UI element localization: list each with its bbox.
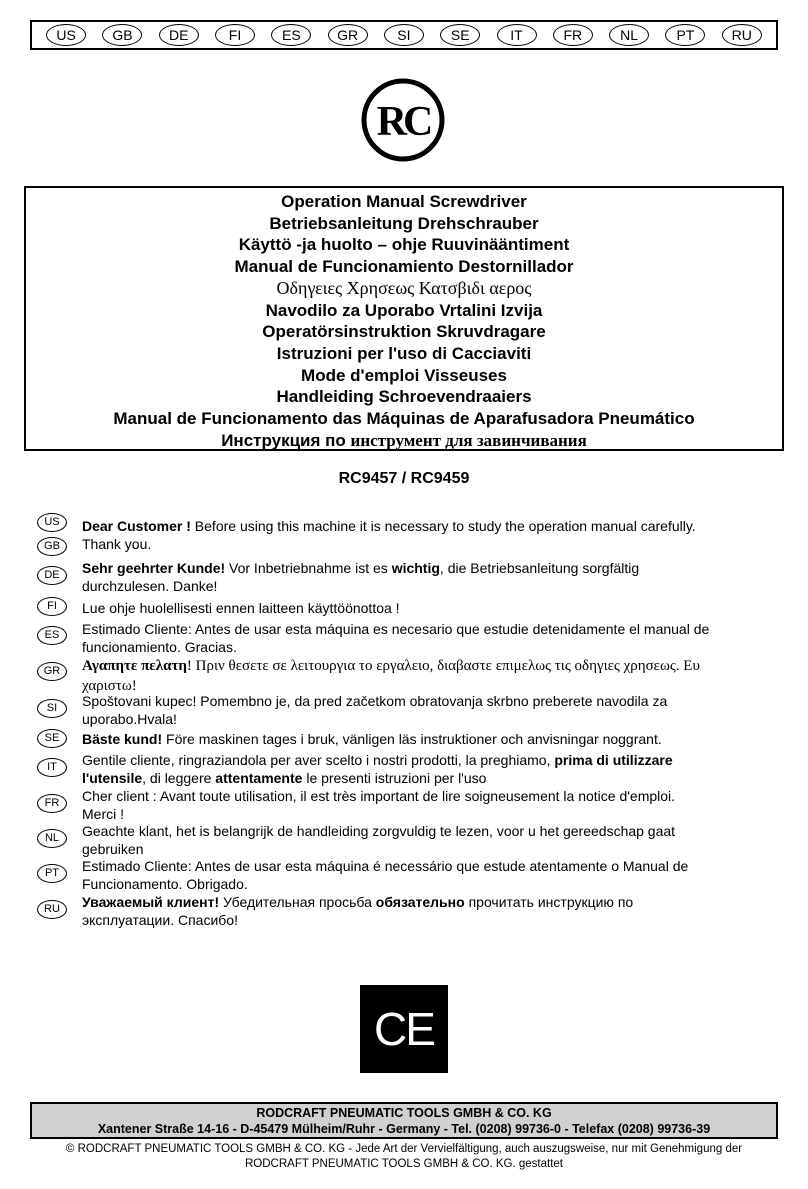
message-fr — [82, 787, 782, 823]
message-de-bold: Sehr geehrter Kunde! — [82, 560, 226, 576]
message-it-bold2: l'utensile — [82, 770, 143, 786]
title-si: Navodilo za Uporabo Vrtalini Izvija — [265, 300, 543, 320]
lang-es: ES — [271, 24, 311, 46]
message-fr-text: Cher client : Avant toute utilisation, il est très important de lire soigneusement la notice d'emploi. — [82, 788, 676, 804]
lang-fr: FR — [553, 24, 593, 46]
lang-it: IT — [497, 24, 537, 46]
title-ru-a: Инструкция по — [221, 430, 346, 450]
badge-us: US — [37, 513, 67, 532]
message-ru-text: Убедительная просьба — [219, 894, 376, 910]
message-it-text2: , di leggere — [142, 770, 216, 786]
title-fi: Käyttö -ja huolto – ohje Ruuvinääntiment — [238, 235, 570, 255]
rc-logo-icon — [361, 78, 445, 162]
message-ru — [82, 893, 782, 929]
lang-nl: NL — [609, 24, 649, 46]
message-es — [82, 620, 782, 656]
title-us: Operation Manual Screwdriver — [281, 192, 527, 211]
badge-fr: FR — [37, 794, 67, 813]
badge-ru: RU — [37, 900, 67, 919]
lang-se: SE — [440, 24, 480, 46]
title-gr: Οδηγειες Χρησεως Κατσβιδι αερος — [276, 277, 532, 298]
badge-es: ES — [37, 626, 67, 645]
badge-de: DE — [37, 566, 67, 585]
model-number: RC9457 / RC9459 — [338, 470, 470, 487]
message-us-text: Before using this machine it is necessary to study the operation manual carefully. — [190, 518, 696, 534]
message-si-text2: uporabo.Hvala! — [82, 711, 177, 727]
message-it-bold3: attentamente — [215, 770, 303, 786]
badge-it: IT — [37, 758, 67, 777]
message-de-text: Vor Inbetriebnahme ist es — [225, 560, 392, 576]
message-ru-text3: эксплуатации. Спасибо! — [82, 912, 238, 928]
lang-gr: GR — [328, 24, 368, 46]
message-fi-text: Lue ohje huolellisesti ennen laitteen käyttöönottoa ! — [82, 600, 400, 616]
lang-us: US — [46, 24, 86, 46]
title-de: Betriebsanleitung Drehschrauber — [269, 213, 539, 233]
message-si-text: Spoštovani kupec! Pomembno je, da pred začetkom obratovanja skrbno preberete navodila za — [82, 693, 668, 709]
title-fr: Mode d'emploi Visseuses — [301, 365, 507, 385]
svg-text:CE: CE — [374, 1003, 434, 1055]
message-es-text2: funcionamiento. Gracias. — [82, 639, 237, 655]
message-ru-bold2: обязательно — [375, 894, 465, 910]
company-address: Xantener Straße 14-16 - D-45479 Mülheim/Ruhr - Germany - Tel. (0208) 99736-0 - Telefax (0208) 99736-39 — [97, 1122, 711, 1136]
ce-mark-icon — [360, 985, 448, 1073]
company-footer — [30, 1102, 778, 1139]
badge-nl: NL — [37, 829, 67, 848]
badge-fi: FI — [37, 597, 67, 616]
message-nl-text: Geachte klant, het is belangrijk de handleiding zorgvuldig te lezen, voor u het gereedschap gaat — [82, 823, 676, 839]
message-pt-text2: Funcionamento. Obrigado. — [82, 876, 248, 892]
badge-pt: PT — [37, 864, 67, 883]
message-us-text2: Thank you. — [82, 536, 152, 552]
message-se-text: Före maskinen tages i bruk, vänligen läs instruktioner och anvisningar noggrant. — [162, 731, 662, 747]
message-es-text: Estimado Cliente: Antes de usar esta máquina es necesario que estudie detenidamente el manual de — [82, 621, 710, 637]
message-nl-text2: gebruiken — [82, 841, 144, 857]
message-ru-bold: Уважаемый клиент! — [82, 894, 220, 910]
message-se — [82, 730, 782, 748]
message-ru-text2: прочитать инструкцию по — [464, 894, 634, 910]
badge-gb: GB — [37, 537, 67, 556]
lang-ru: RU — [722, 24, 762, 46]
message-gr-text: ! Πριν θεσετε σε λειτουργια το εργαλειο, διαβαστε επιμελως τις οδηγιες χρησεως. Ευ — [186, 658, 700, 674]
message-it-bold: prima di utilizzare — [554, 752, 673, 768]
lang-pt: PT — [665, 24, 705, 46]
badge-se: SE — [37, 729, 67, 748]
message-it-text: Gentile cliente, ringraziandola per aver scelto i nostri prodotti, la preghiamo, — [82, 752, 555, 768]
svg-text:RC: RC — [376, 99, 430, 145]
message-it-text3: le presenti istruzioni per l'uso — [302, 770, 487, 786]
message-us — [82, 517, 782, 553]
message-fr-text2: Merci ! — [82, 806, 124, 822]
title-pt: Manual de Funcionamento das Máquinas de Aparafusadora Pneumático — [113, 409, 695, 429]
title-box — [24, 186, 784, 451]
lang-de: DE — [159, 24, 199, 46]
message-us-bold: Dear Customer ! — [82, 518, 191, 534]
lang-si: SI — [384, 24, 424, 46]
title-se: Operatörsinstruktion Skruvdragare — [262, 322, 546, 342]
copyright-line1: © RODCRAFT PNEUMATIC TOOLS GMBH & CO. KG - Jede Art der Vervielfältigung, auch auszugsweise, nur mit Genehmigung der — [65, 1143, 743, 1155]
copyright-line2: RODCRAFT PNEUMATIC TOOLS GMBH & CO. KG. gestattet — [244, 1158, 564, 1170]
message-de-bold2: wichtig — [391, 560, 440, 576]
title-ru — [26, 430, 782, 452]
lang-gb: GB — [102, 24, 142, 46]
badge-gr: GR — [37, 662, 67, 681]
message-si — [82, 692, 782, 728]
message-gr — [82, 656, 782, 696]
message-de — [82, 559, 782, 595]
title-ru-b: инструмент для завинчивания — [350, 430, 587, 450]
company-name: RODCRAFT PNEUMATIC TOOLS GMBH & CO. KG — [256, 1106, 552, 1120]
title-es: Manual de Funcionamiento Destornillador — [234, 257, 574, 277]
message-pt-text: Estimado Cliente: Antes de usar esta máquina é necessário que estude atentamente o Manual de — [82, 858, 689, 874]
message-gr-text2: χαριστω! — [82, 678, 137, 694]
message-gr-bold: Αγαπητε πελατη — [82, 658, 187, 674]
lang-fi: FI — [215, 24, 255, 46]
title-nl: Handleiding Schroevendraaiers — [276, 387, 532, 407]
message-pt — [82, 857, 782, 893]
message-nl — [82, 822, 782, 858]
message-de-text3: durchzulesen. Danke! — [82, 578, 218, 594]
message-se-bold: Bäste kund! — [82, 731, 163, 747]
message-de-text2: , die Betriebsanleitung sorgfältig — [439, 560, 640, 576]
message-it — [82, 751, 782, 787]
title-it: Istruzioni per l'uso di Cacciaviti — [276, 343, 532, 363]
message-fi — [82, 599, 782, 617]
language-bar — [30, 20, 778, 50]
badge-si: SI — [37, 699, 67, 718]
copyright-notice — [30, 1142, 778, 1172]
